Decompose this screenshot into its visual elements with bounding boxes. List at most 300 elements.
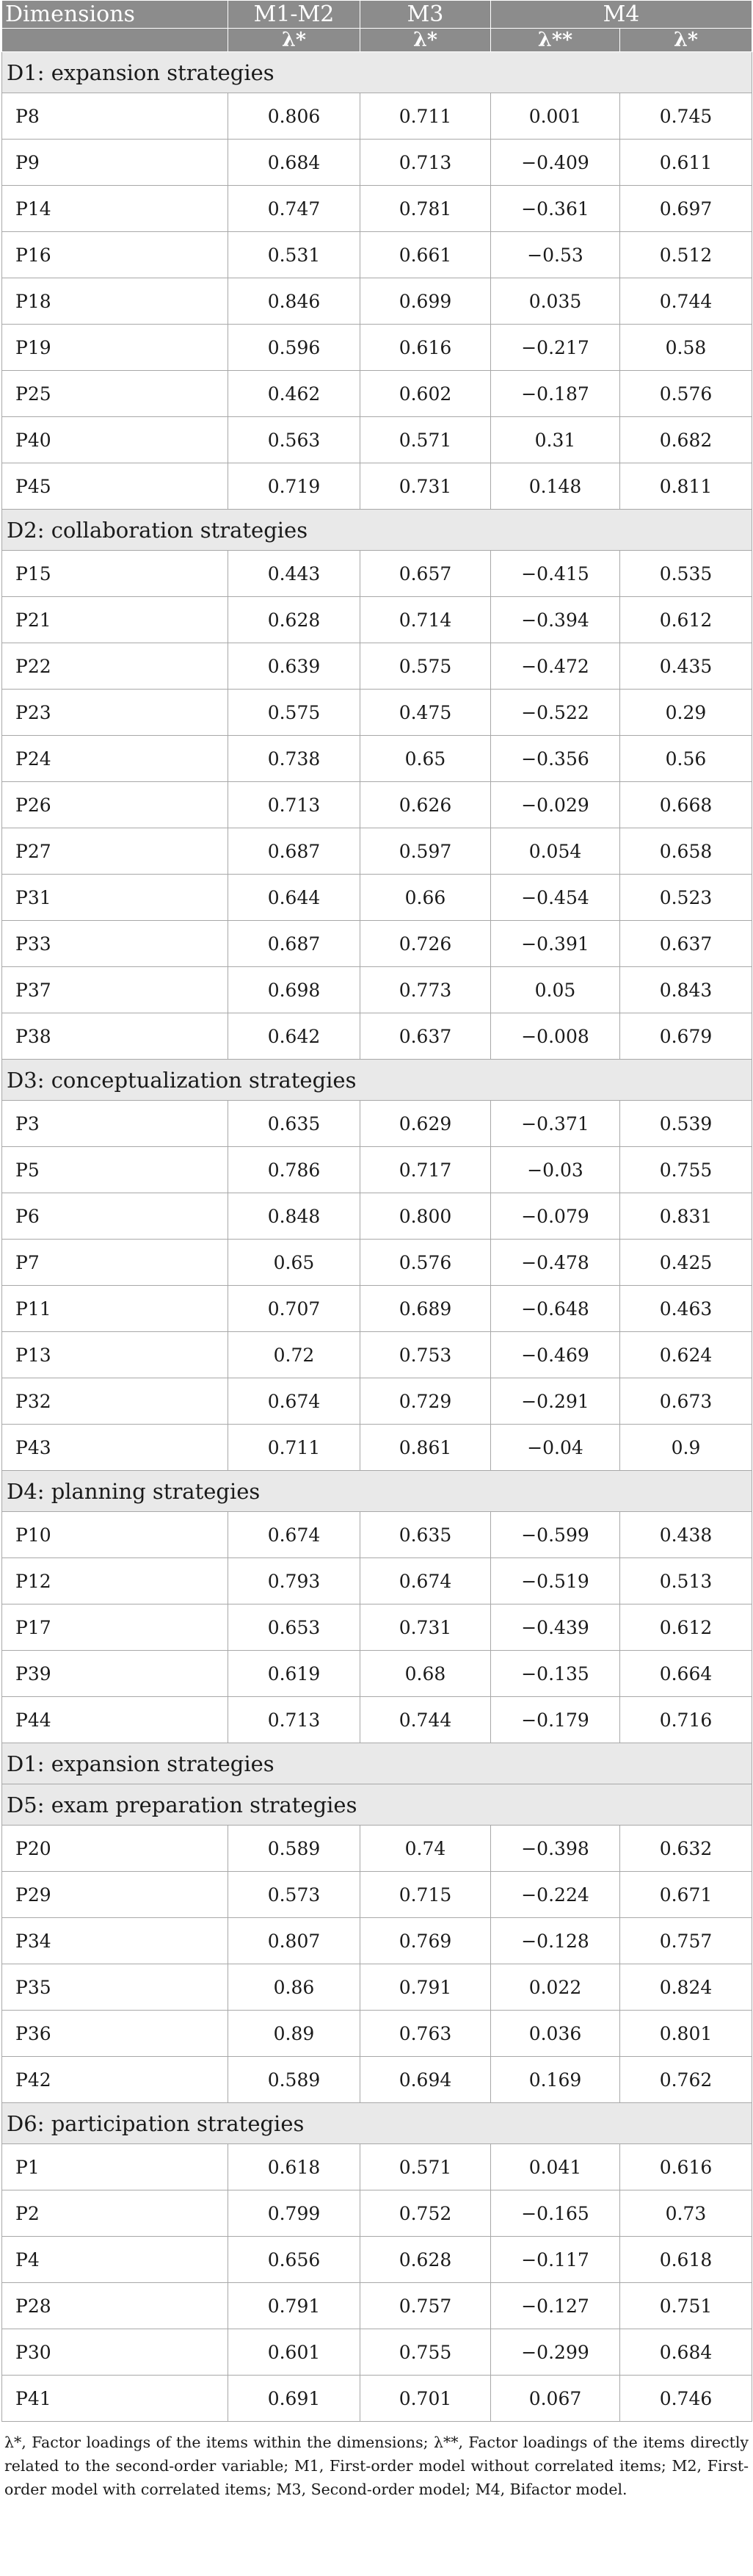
- m4-lambda-value: 0.716: [620, 1697, 752, 1743]
- m4-lambda-value: 0.539: [620, 1101, 752, 1147]
- m3-value: 0.699: [360, 278, 491, 325]
- table-row: [2, 2144, 752, 2190]
- m4-lambda-value: 0.664: [620, 1651, 752, 1697]
- item-label: P3: [2, 1101, 228, 1147]
- m3-value: 0.475: [360, 690, 491, 736]
- m4-lambda-value: 0.673: [620, 1378, 752, 1425]
- m3-value: 0.773: [360, 967, 491, 1013]
- section-row: [2, 1060, 752, 1101]
- table-row: [2, 2376, 752, 2422]
- m3-value: 0.744: [360, 1697, 491, 1743]
- m4-lambda2-value: 0.001: [491, 93, 620, 140]
- m3-value: 0.763: [360, 2011, 491, 2057]
- item-label: P4: [2, 2237, 228, 2283]
- m3-value: 0.576: [360, 1240, 491, 1286]
- item-label: P14: [2, 186, 228, 232]
- m1-m2-value: 0.707: [228, 1286, 360, 1332]
- m4-lambda2-value: −0.356: [491, 736, 620, 782]
- table-row: [2, 1512, 752, 1558]
- m1-m2-value: 0.698: [228, 967, 360, 1013]
- m4-lambda-value: 0.618: [620, 2237, 752, 2283]
- m3-value: 0.757: [360, 2283, 491, 2329]
- header-m4: M4: [491, 1, 752, 29]
- item-label: P10: [2, 1512, 228, 1558]
- m4-lambda-value: 0.697: [620, 186, 752, 232]
- item-label: P33: [2, 921, 228, 967]
- m1-m2-value: 0.72: [228, 1332, 360, 1378]
- header-dimensions: Dimensions: [2, 1, 228, 29]
- m1-m2-value: 0.628: [228, 597, 360, 643]
- item-label: P45: [2, 463, 228, 510]
- table-row: [2, 1651, 752, 1697]
- m4-lambda2-value: −0.291: [491, 1378, 620, 1425]
- m4-lambda-value: 0.435: [620, 643, 752, 690]
- m4-lambda2-value: −0.224: [491, 1872, 620, 1918]
- item-label: P11: [2, 1286, 228, 1332]
- m4-lambda2-value: −0.029: [491, 782, 620, 828]
- m4-lambda-value: 0.513: [620, 1558, 752, 1604]
- m4-lambda-value: 0.671: [620, 1872, 752, 1918]
- m1-m2-value: 0.848: [228, 1193, 360, 1240]
- m4-lambda2-value: 0.022: [491, 1964, 620, 2011]
- m1-m2-value: 0.747: [228, 186, 360, 232]
- m1-m2-value: 0.635: [228, 1101, 360, 1147]
- item-label: P6: [2, 1193, 228, 1240]
- table-row: [2, 597, 752, 643]
- m4-lambda-value: 0.682: [620, 417, 752, 463]
- m4-lambda-value: 0.9: [620, 1425, 752, 1471]
- header-lambda2-m4: λ**: [491, 29, 620, 52]
- m3-value: 0.657: [360, 551, 491, 597]
- m4-lambda-value: 0.668: [620, 782, 752, 828]
- m3-value: 0.769: [360, 1918, 491, 1964]
- m3-value: 0.68: [360, 1651, 491, 1697]
- item-label: P23: [2, 690, 228, 736]
- m1-m2-value: 0.687: [228, 921, 360, 967]
- table-row: [2, 1918, 752, 1964]
- item-label: P38: [2, 1013, 228, 1060]
- m3-value: 0.713: [360, 140, 491, 186]
- m4-lambda-value: 0.29: [620, 690, 752, 736]
- m3-value: 0.731: [360, 463, 491, 510]
- m4-lambda2-value: −0.469: [491, 1332, 620, 1378]
- m4-lambda2-value: −0.522: [491, 690, 620, 736]
- item-label: P27: [2, 828, 228, 875]
- m4-lambda2-value: −0.135: [491, 1651, 620, 1697]
- header-row-models: [2, 1, 752, 29]
- m3-value: 0.791: [360, 1964, 491, 2011]
- m3-value: 0.701: [360, 2376, 491, 2422]
- m3-value: 0.635: [360, 1512, 491, 1558]
- item-label: P28: [2, 2283, 228, 2329]
- m4-lambda-value: 0.535: [620, 551, 752, 597]
- table-row: [2, 2011, 752, 2057]
- m4-lambda-value: 0.612: [620, 1604, 752, 1651]
- m4-lambda2-value: −0.53: [491, 232, 620, 278]
- m4-lambda-value: 0.425: [620, 1240, 752, 1286]
- factor-loadings-table: [1, 0, 752, 2422]
- m4-lambda-value: 0.58: [620, 325, 752, 371]
- m1-m2-value: 0.807: [228, 1918, 360, 1964]
- m4-lambda2-value: −0.398: [491, 1826, 620, 1872]
- m3-value: 0.616: [360, 325, 491, 371]
- m4-lambda2-value: −0.478: [491, 1240, 620, 1286]
- table-row: [2, 1147, 752, 1193]
- section-row: [2, 1743, 752, 1784]
- m1-m2-value: 0.563: [228, 417, 360, 463]
- item-label: P17: [2, 1604, 228, 1651]
- header-m3: M3: [360, 1, 491, 29]
- m4-lambda-value: 0.746: [620, 2376, 752, 2422]
- item-label: P41: [2, 2376, 228, 2422]
- m3-value: 0.753: [360, 1332, 491, 1378]
- m3-value: 0.628: [360, 2237, 491, 2283]
- table-row: [2, 2190, 752, 2237]
- m1-m2-value: 0.531: [228, 232, 360, 278]
- m1-m2-value: 0.589: [228, 1826, 360, 1872]
- m4-lambda-value: 0.801: [620, 2011, 752, 2057]
- m4-lambda2-value: 0.169: [491, 2057, 620, 2103]
- table-row: [2, 1286, 752, 1332]
- m1-m2-value: 0.573: [228, 1872, 360, 1918]
- table-row: [2, 371, 752, 417]
- m1-m2-value: 0.653: [228, 1604, 360, 1651]
- m4-lambda2-value: −0.391: [491, 921, 620, 967]
- table-row: [2, 1193, 752, 1240]
- m4-lambda2-value: −0.454: [491, 875, 620, 921]
- m1-m2-value: 0.462: [228, 371, 360, 417]
- table-row: [2, 1964, 752, 2011]
- m4-lambda2-value: −0.187: [491, 371, 620, 417]
- m4-lambda2-value: 0.041: [491, 2144, 620, 2190]
- table-row: [2, 278, 752, 325]
- item-label: P20: [2, 1826, 228, 1872]
- m3-value: 0.755: [360, 2329, 491, 2376]
- table-row: [2, 690, 752, 736]
- m1-m2-value: 0.846: [228, 278, 360, 325]
- table-row: [2, 325, 752, 371]
- item-label: P15: [2, 551, 228, 597]
- m3-value: 0.729: [360, 1378, 491, 1425]
- table-row: [2, 1378, 752, 1425]
- section-row: [2, 1471, 752, 1512]
- m4-lambda-value: 0.632: [620, 1826, 752, 1872]
- m3-value: 0.597: [360, 828, 491, 875]
- m3-value: 0.571: [360, 2144, 491, 2190]
- m4-lambda-value: 0.624: [620, 1332, 752, 1378]
- m1-m2-value: 0.793: [228, 1558, 360, 1604]
- table-footnote: λ*, Factor loadings of the items within the dimensions; λ**, Factor loadings of the items directly related to the second-order variable; M1, First-order model without correlated items; M2, First-order model with correlated items; M3, Second-order model; M4, Bifactor model.: [4, 2434, 749, 2498]
- item-label: P39: [2, 1651, 228, 1697]
- m4-lambda-value: 0.757: [620, 1918, 752, 1964]
- table-row: [2, 1604, 752, 1651]
- m3-value: 0.714: [360, 597, 491, 643]
- m1-m2-value: 0.674: [228, 1512, 360, 1558]
- table-row: [2, 2283, 752, 2329]
- header-blank: [2, 29, 228, 52]
- section-title: D3: conceptualization strategies: [2, 1060, 752, 1101]
- item-label: P9: [2, 140, 228, 186]
- m4-lambda2-value: −0.008: [491, 1013, 620, 1060]
- section-row: [2, 52, 752, 93]
- m1-m2-value: 0.618: [228, 2144, 360, 2190]
- m3-value: 0.781: [360, 186, 491, 232]
- m4-lambda-value: 0.751: [620, 2283, 752, 2329]
- m4-lambda2-value: −0.415: [491, 551, 620, 597]
- m4-lambda2-value: 0.31: [491, 417, 620, 463]
- table-row: [2, 1872, 752, 1918]
- item-label: P25: [2, 371, 228, 417]
- m4-lambda2-value: −0.117: [491, 2237, 620, 2283]
- m1-m2-value: 0.601: [228, 2329, 360, 2376]
- table-row: [2, 921, 752, 967]
- table-row: [2, 232, 752, 278]
- m4-lambda-value: 0.73: [620, 2190, 752, 2237]
- table-row: [2, 1558, 752, 1604]
- m1-m2-value: 0.719: [228, 463, 360, 510]
- header-lambda-m1-m2: λ*: [228, 29, 360, 52]
- item-label: P37: [2, 967, 228, 1013]
- item-label: P29: [2, 1872, 228, 1918]
- m4-lambda2-value: −0.179: [491, 1697, 620, 1743]
- m1-m2-value: 0.642: [228, 1013, 360, 1060]
- section-row: [2, 510, 752, 551]
- m4-lambda2-value: 0.036: [491, 2011, 620, 2057]
- m1-m2-value: 0.738: [228, 736, 360, 782]
- item-label: P7: [2, 1240, 228, 1286]
- section-title: D1: expansion strategies: [2, 52, 752, 93]
- m3-value: 0.66: [360, 875, 491, 921]
- section-row: [2, 2103, 752, 2144]
- m3-value: 0.752: [360, 2190, 491, 2237]
- m4-lambda-value: 0.745: [620, 93, 752, 140]
- m4-lambda2-value: −0.519: [491, 1558, 620, 1604]
- table-container: [1, 0, 752, 2501]
- m4-lambda2-value: −0.409: [491, 140, 620, 186]
- m4-lambda-value: 0.679: [620, 1013, 752, 1060]
- m1-m2-value: 0.589: [228, 2057, 360, 2103]
- table-row: [2, 1826, 752, 1872]
- m1-m2-value: 0.791: [228, 2283, 360, 2329]
- item-label: P13: [2, 1332, 228, 1378]
- m1-m2-value: 0.89: [228, 2011, 360, 2057]
- header-row-lambda: [2, 29, 752, 52]
- item-label: P42: [2, 2057, 228, 2103]
- m4-lambda-value: 0.463: [620, 1286, 752, 1332]
- item-label: P32: [2, 1378, 228, 1425]
- item-label: P43: [2, 1425, 228, 1471]
- m3-value: 0.65: [360, 736, 491, 782]
- item-label: P8: [2, 93, 228, 140]
- item-label: P30: [2, 2329, 228, 2376]
- m4-lambda-value: 0.843: [620, 967, 752, 1013]
- table-row: [2, 1332, 752, 1378]
- m3-value: 0.731: [360, 1604, 491, 1651]
- table-row: [2, 186, 752, 232]
- m4-lambda2-value: −0.03: [491, 1147, 620, 1193]
- section-title: D5: exam preparation strategies: [2, 1784, 752, 1826]
- header-lambda-m4: λ*: [620, 29, 752, 52]
- m4-lambda-value: 0.762: [620, 2057, 752, 2103]
- table-row: [2, 828, 752, 875]
- m1-m2-value: 0.786: [228, 1147, 360, 1193]
- m3-value: 0.637: [360, 1013, 491, 1060]
- table-row: [2, 1425, 752, 1471]
- table-row: [2, 2237, 752, 2283]
- m4-lambda2-value: −0.079: [491, 1193, 620, 1240]
- m4-lambda2-value: −0.04: [491, 1425, 620, 1471]
- m1-m2-value: 0.713: [228, 782, 360, 828]
- table-row: [2, 463, 752, 510]
- m3-value: 0.800: [360, 1193, 491, 1240]
- m4-lambda2-value: −0.299: [491, 2329, 620, 2376]
- m1-m2-value: 0.639: [228, 643, 360, 690]
- table-row: [2, 782, 752, 828]
- table-body: [2, 52, 752, 2422]
- item-label: P34: [2, 1918, 228, 1964]
- m3-value: 0.602: [360, 371, 491, 417]
- item-label: P35: [2, 1964, 228, 2011]
- table-row: [2, 2057, 752, 2103]
- table-row: [2, 551, 752, 597]
- item-label: P44: [2, 1697, 228, 1743]
- m4-lambda2-value: −0.648: [491, 1286, 620, 1332]
- m4-lambda2-value: −0.394: [491, 597, 620, 643]
- m3-value: 0.74: [360, 1826, 491, 1872]
- m4-lambda2-value: 0.148: [491, 463, 620, 510]
- m4-lambda2-value: −0.361: [491, 186, 620, 232]
- m3-value: 0.694: [360, 2057, 491, 2103]
- m1-m2-value: 0.674: [228, 1378, 360, 1425]
- m4-lambda2-value: 0.067: [491, 2376, 620, 2422]
- header-m1-m2: M1-M2: [228, 1, 360, 29]
- m4-lambda2-value: 0.035: [491, 278, 620, 325]
- m1-m2-value: 0.619: [228, 1651, 360, 1697]
- m3-value: 0.661: [360, 232, 491, 278]
- m1-m2-value: 0.799: [228, 2190, 360, 2237]
- m4-lambda-value: 0.612: [620, 597, 752, 643]
- m4-lambda-value: 0.611: [620, 140, 752, 186]
- item-label: P18: [2, 278, 228, 325]
- m4-lambda2-value: −0.599: [491, 1512, 620, 1558]
- item-label: P21: [2, 597, 228, 643]
- m4-lambda-value: 0.512: [620, 232, 752, 278]
- m4-lambda-value: 0.755: [620, 1147, 752, 1193]
- m4-lambda-value: 0.831: [620, 1193, 752, 1240]
- m3-value: 0.715: [360, 1872, 491, 1918]
- section-title: D4: planning strategies: [2, 1471, 752, 1512]
- m4-lambda-value: 0.523: [620, 875, 752, 921]
- m4-lambda-value: 0.744: [620, 278, 752, 325]
- item-label: P40: [2, 417, 228, 463]
- item-label: P5: [2, 1147, 228, 1193]
- m4-lambda-value: 0.438: [620, 1512, 752, 1558]
- m3-value: 0.711: [360, 93, 491, 140]
- m3-value: 0.575: [360, 643, 491, 690]
- section-title: D6: participation strategies: [2, 2103, 752, 2144]
- table-row: [2, 1697, 752, 1743]
- section-row: [2, 1784, 752, 1826]
- item-label: P2: [2, 2190, 228, 2237]
- table-row: [2, 2329, 752, 2376]
- table-row: [2, 875, 752, 921]
- m1-m2-value: 0.713: [228, 1697, 360, 1743]
- m1-m2-value: 0.575: [228, 690, 360, 736]
- item-label: P36: [2, 2011, 228, 2057]
- m3-value: 0.674: [360, 1558, 491, 1604]
- m3-value: 0.726: [360, 921, 491, 967]
- item-label: P22: [2, 643, 228, 690]
- table-row: [2, 1101, 752, 1147]
- m4-lambda-value: 0.576: [620, 371, 752, 417]
- item-label: P12: [2, 1558, 228, 1604]
- m3-value: 0.861: [360, 1425, 491, 1471]
- m4-lambda2-value: 0.054: [491, 828, 620, 875]
- m1-m2-value: 0.656: [228, 2237, 360, 2283]
- table-row: [2, 1013, 752, 1060]
- table-row: [2, 417, 752, 463]
- item-label: P31: [2, 875, 228, 921]
- table-row: [2, 736, 752, 782]
- m1-m2-value: 0.86: [228, 1964, 360, 2011]
- m4-lambda2-value: −0.472: [491, 643, 620, 690]
- table-row: [2, 140, 752, 186]
- m3-value: 0.571: [360, 417, 491, 463]
- m3-value: 0.626: [360, 782, 491, 828]
- m1-m2-value: 0.806: [228, 93, 360, 140]
- m4-lambda2-value: 0.05: [491, 967, 620, 1013]
- m1-m2-value: 0.687: [228, 828, 360, 875]
- m4-lambda-value: 0.824: [620, 1964, 752, 2011]
- m4-lambda2-value: −0.439: [491, 1604, 620, 1651]
- table-row: [2, 643, 752, 690]
- m4-lambda2-value: −0.217: [491, 325, 620, 371]
- m4-lambda-value: 0.811: [620, 463, 752, 510]
- item-label: P16: [2, 232, 228, 278]
- m1-m2-value: 0.644: [228, 875, 360, 921]
- item-label: P24: [2, 736, 228, 782]
- m3-value: 0.717: [360, 1147, 491, 1193]
- m3-value: 0.689: [360, 1286, 491, 1332]
- m4-lambda2-value: −0.127: [491, 2283, 620, 2329]
- item-label: P1: [2, 2144, 228, 2190]
- m4-lambda2-value: −0.371: [491, 1101, 620, 1147]
- section-title: D2: collaboration strategies: [2, 510, 752, 551]
- m4-lambda2-value: −0.165: [491, 2190, 620, 2237]
- item-label: P19: [2, 325, 228, 371]
- m4-lambda-value: 0.658: [620, 828, 752, 875]
- m3-value: 0.629: [360, 1101, 491, 1147]
- m4-lambda-value: 0.56: [620, 736, 752, 782]
- header-lambda-m3: λ*: [360, 29, 491, 52]
- table-row: [2, 1240, 752, 1286]
- m1-m2-value: 0.711: [228, 1425, 360, 1471]
- table-row: [2, 93, 752, 140]
- m4-lambda-value: 0.684: [620, 2329, 752, 2376]
- m1-m2-value: 0.65: [228, 1240, 360, 1286]
- section-title: D1: expansion strategies: [2, 1743, 752, 1784]
- m4-lambda-value: 0.616: [620, 2144, 752, 2190]
- m1-m2-value: 0.596: [228, 325, 360, 371]
- m4-lambda2-value: −0.128: [491, 1918, 620, 1964]
- item-label: P26: [2, 782, 228, 828]
- m1-m2-value: 0.691: [228, 2376, 360, 2422]
- table-header: [2, 1, 752, 52]
- m4-lambda-value: 0.637: [620, 921, 752, 967]
- m1-m2-value: 0.443: [228, 551, 360, 597]
- m1-m2-value: 0.684: [228, 140, 360, 186]
- table-row: [2, 967, 752, 1013]
